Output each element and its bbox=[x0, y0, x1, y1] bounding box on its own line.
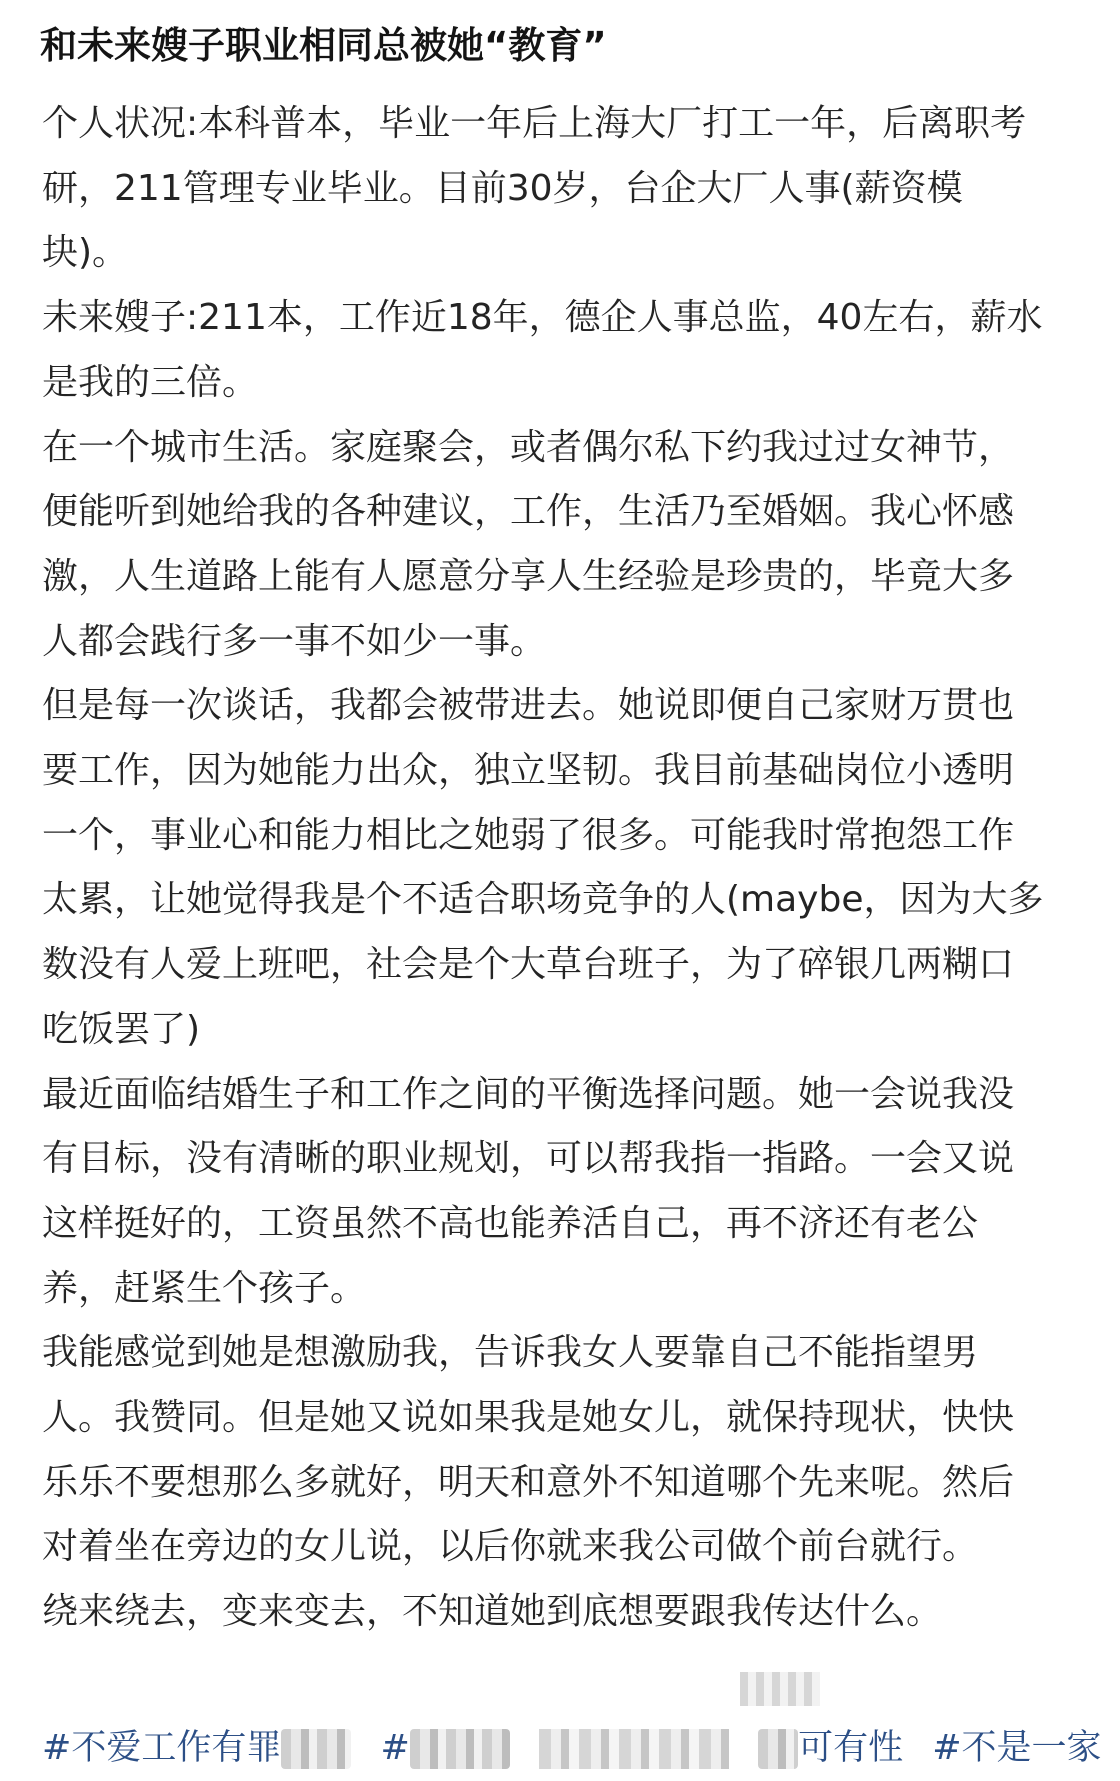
hashtag-label: #不爱工作有罪 bbox=[42, 1728, 282, 1768]
blurred-region bbox=[758, 1729, 798, 1769]
hashtag-link[interactable] bbox=[758, 1718, 903, 1778]
hashtag-link[interactable] bbox=[42, 1718, 351, 1778]
paragraph-personal-status: 个人状况:本科普本，毕业一年后上海大厂打工一年，后离职考研，211管理专业毕业。目前30岁，台企大厂人事(薪资模块)。 bbox=[42, 103, 1027, 274]
paragraph-city-life: 在一个城市生活。家庭聚会，或者偶尔私下约我过过女神节，便能听到她给我的各种建议，工作，生活乃至婚姻。我心怀感激，人生道路上能有人愿意分享人生经验是珍贵的，毕竟大多人都会践行多一事不如少一事。 bbox=[42, 426, 1015, 662]
blurred-region bbox=[281, 1729, 351, 1769]
paragraph-balance-choice: 最近面临结婚生子和工作之间的平衡选择问题。她一会说我没有目标，没有清晰的职业规划，可以帮我指一指路。一会又说这样挺好的，工资虽然不高也能养活自己，再不济还有老公养，赶紧生个孩子。 bbox=[42, 1073, 1015, 1309]
paragraph-encouragement: 我能感觉到她是想激励我，告诉我女人要靠自己不能指望男人。我赞同。但是她又说如果我是她女儿，就保持现状，快快乐乐不要想那么多就好，明天和意外不知道哪个先来呢。然后对着坐在旁边的女儿说，以后你就来我公司做个前台就行。 bbox=[42, 1332, 1015, 1568]
blurred-region bbox=[410, 1729, 510, 1769]
paragraph-future-sister-in-law: 未来嫂子:211本，工作近18年，德企人事总监，40左右，薪水是我的三倍。 bbox=[42, 297, 1043, 403]
hashtag-label: # bbox=[380, 1728, 410, 1768]
paragraph-conclusion: 绕来绕去，变来变去，不知道她到底想要跟我传达什么。 bbox=[42, 1591, 943, 1633]
paragraph-conversations: 但是每一次谈话，我都会被带进去。她说即便自己家财万贯也要工作，因为她能力出众，独立坚韧。我目前基础岗位小透明一个，事业心和能力相比之她弱了很多。可能我时常抱怨工作太累，让她觉得我是个不适合职场竞争的人(maybe，因为大多数没有人爱上班吧，社会是个大草台班子，为了碎银几两糊口吃饭罢了) bbox=[42, 685, 1044, 1050]
hashtag-label: #不是一家 bbox=[932, 1728, 1102, 1768]
hashtag-link[interactable] bbox=[380, 1718, 509, 1778]
hashtag-row bbox=[42, 1718, 1102, 1778]
post-title: 和未来嫂子职业相同总被她“教育” bbox=[40, 24, 607, 67]
blurred-watermark bbox=[740, 1672, 820, 1706]
blurred-hashtag[interactable] bbox=[539, 1729, 729, 1769]
hashtag-label: 可有性 bbox=[798, 1728, 904, 1768]
hashtag-link[interactable] bbox=[932, 1718, 1101, 1778]
post-body bbox=[42, 92, 1046, 1645]
